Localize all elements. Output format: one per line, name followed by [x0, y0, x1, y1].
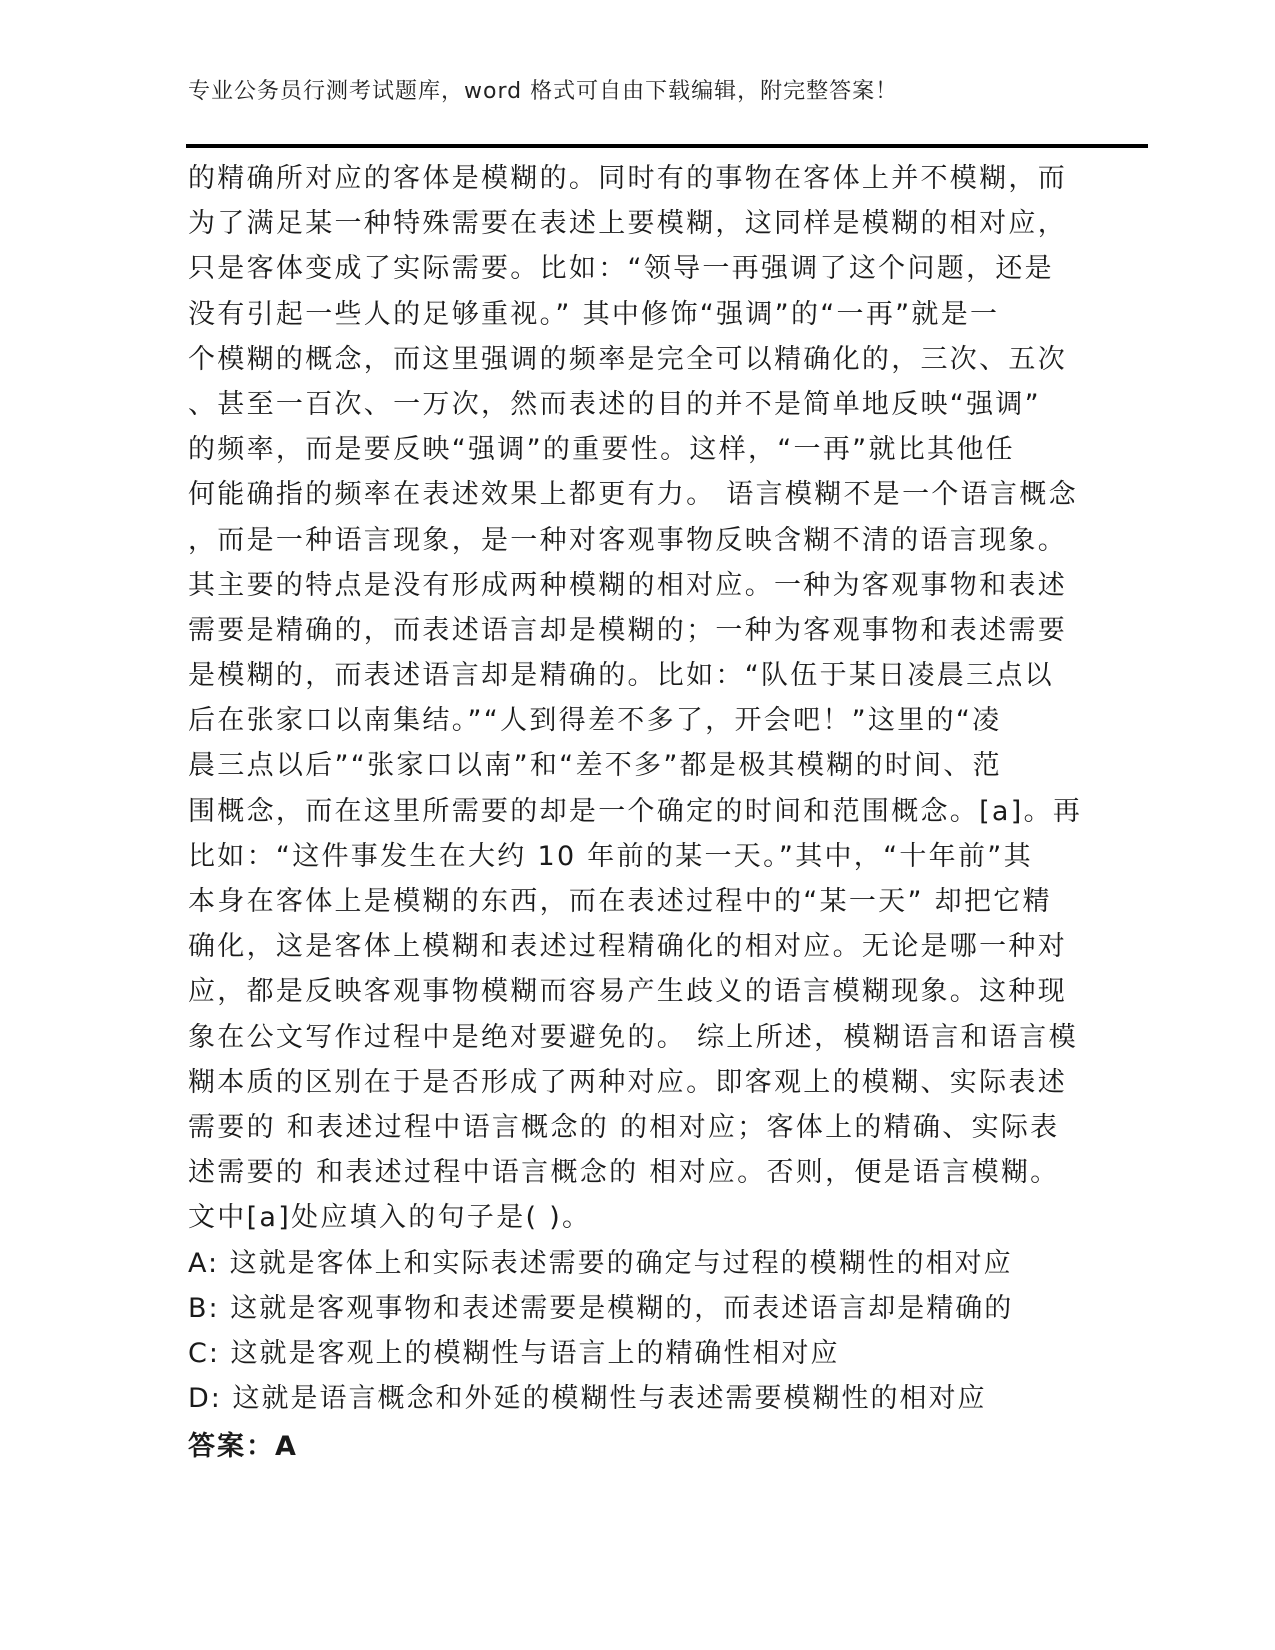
option-d: D: 这就是语言概念和外延的模糊性与表述需要模糊性的相对应: [188, 1382, 987, 1414]
passage-line: 述需要的 和表述过程中语言概念的 相对应。否则，便是语言模糊。: [188, 1157, 1060, 1189]
passage-line: 其主要的特点是没有形成两种模糊的相对应。一种为客观事物和表述: [188, 569, 1067, 601]
passage-line: 需要的 和表述过程中语言概念的 的相对应；客体上的精确、实际表: [188, 1111, 1060, 1143]
passage-line: 的精确所对应的客体是模糊的。同时有的事物在客体上并不模糊，而: [188, 163, 1067, 194]
header-divider: [186, 144, 1148, 148]
passage-line: 本身在客体上是模糊的东西，而在表述过程中的“某一天” 却把它精: [188, 886, 1052, 917]
passage-line: 象在公文写作过程中是绝对要避免的。 综上所述，模糊语言和语言模: [188, 1021, 1078, 1053]
passage-line: 只是客体变成了实际需要。比如：“领导一再强调了这个问题，还是: [188, 253, 1054, 285]
passage-line: 比如：“这件事发生在大约 10 年前的某一天。”其中，“十年前”其: [188, 840, 1033, 872]
passage-line: 需要是精确的，而表述语言却是模糊的；一种为客观事物和表述需要: [188, 614, 1067, 646]
passage-line: 个模糊的概念，而这里强调的频率是完全可以精确化的，三次、五次: [188, 343, 1067, 375]
passage-line: 的频率，而是要反映“强调”的重要性。这样，“一再”就比其他任: [188, 434, 1015, 466]
passage-line: 应，都是反映客观事物模糊而容易产生歧义的语言模糊现象。这种现: [188, 976, 1067, 1008]
passage-line: 为了满足某一种特殊需要在表述上要模糊，这同样是模糊的相对应，: [188, 208, 1067, 240]
option-c: C: 这就是客观上的模糊性与语言上的精确性相对应: [188, 1337, 840, 1369]
passage-line: 晨三点以后”“张家口以南”和“差不多”都是极其模糊的时间、范: [188, 750, 1002, 782]
passage-line: 是模糊的，而表述语言却是精确的。比如：“队伍于某日凌晨三点以: [188, 660, 1054, 692]
passage-line: 没有引起一些人的足够重视。” 其中修饰“强调”的“一再”就是一: [188, 298, 1000, 330]
passage-line: ，而是一种语言现象，是一种对客观事物反映含糊不清的语言现象。: [188, 524, 1067, 556]
answer-options: [188, 1241, 1088, 1421]
option-b: B: 这就是客观事物和表述需要是模糊的，而表述语言却是精确的: [188, 1292, 1014, 1324]
passage-line: 确化，这是客体上模糊和表述过程精确化的相对应。无论是哪一种对: [188, 931, 1067, 963]
passage-line: 何能确指的频率在表述效果上都更有力。 语言模糊不是一个语言概念: [188, 479, 1078, 511]
passage-line: 糊本质的区别在于是否形成了两种对应。即客观上的模糊、实际表述: [188, 1066, 1067, 1098]
passage-line: 围概念，而在这里所需要的却是一个确定的时间和范围概念。[a]。再: [188, 795, 1083, 827]
passage-line: 后在张家口以南集结。”“人到得差不多了，开会吧！”这里的“凌: [188, 705, 1002, 737]
passage: [188, 156, 1088, 1241]
passage-line: 、甚至一百次、一万次，然而表述的目的并不是简单地反映“强调”: [188, 388, 1041, 420]
answer-key: 答案：A: [188, 1430, 298, 1462]
question-body: [188, 156, 1088, 1471]
page-header: 专业公务员行测考试题库，word 格式可自由下载编辑，附完整答案！: [188, 79, 899, 104]
question-prompt: 文中[a]处应填入的句子是( )。: [188, 1202, 592, 1234]
option-a: A: 这就是客体上和实际表述需要的确定与过程的模糊性的相对应: [188, 1247, 1013, 1279]
